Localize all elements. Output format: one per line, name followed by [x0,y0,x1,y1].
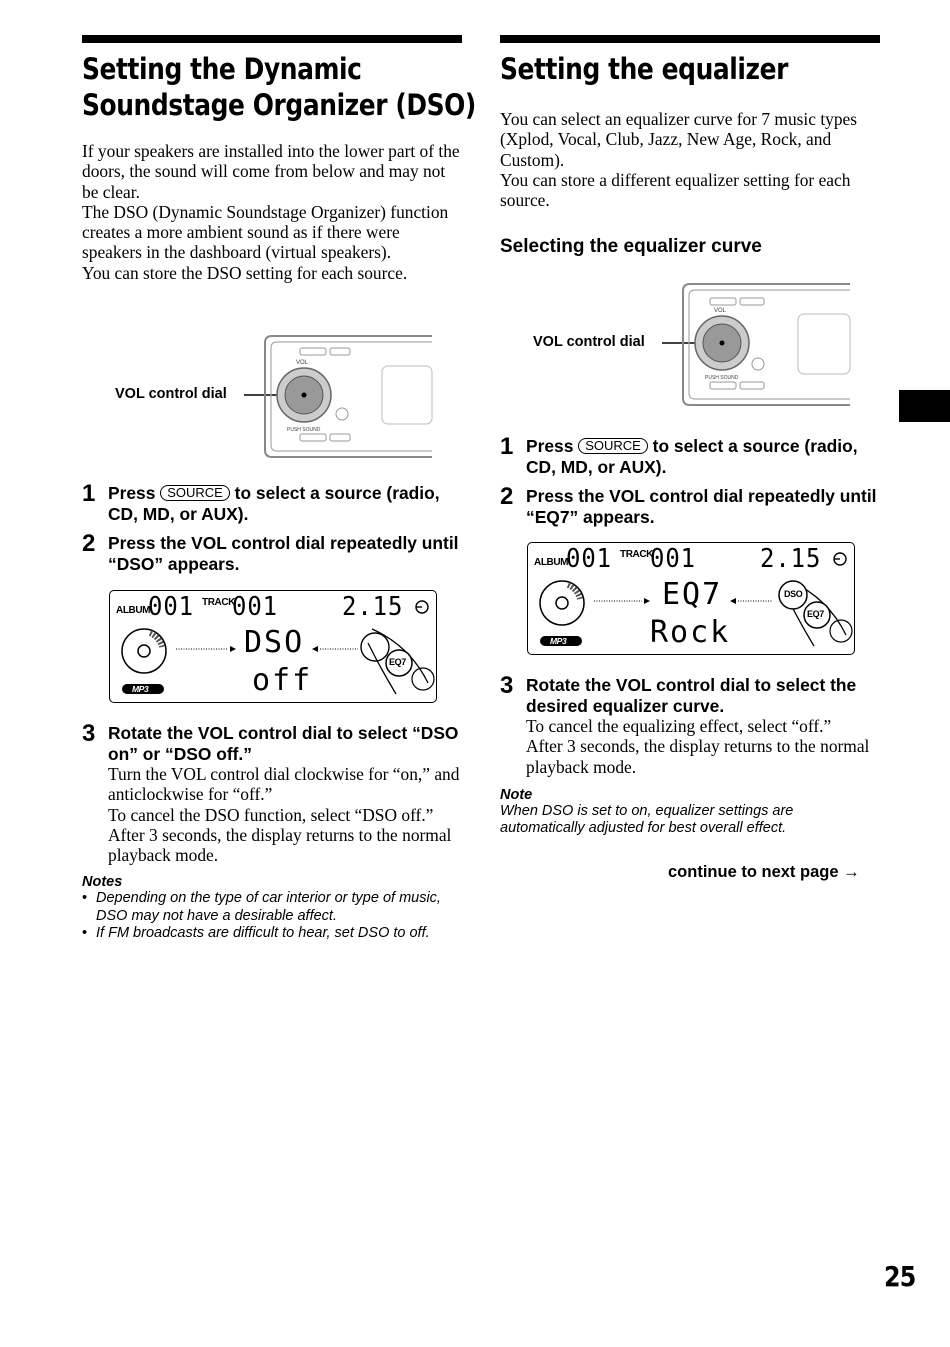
eq-step-2: 2 Press the VOL control dial repeatedly until “EQ7” appears. [500,483,877,527]
edge-index-tab [899,390,950,422]
dso-unit-illustration [82,330,442,460]
push-sound-text: PUSH SOUND [287,427,321,433]
equalizer-section [500,35,880,258]
time-readout: 2.15 [342,592,404,622]
track-label: TRACK [620,549,653,560]
mp3-badge: MP3 [550,636,567,646]
eq-step-3: 3 Rotate the VOL control dial to select the desired equalizer curve. To cancel the equalizing effect, select “off.” After 3 seconds, the display returns to the normal playback mode. [500,675,880,777]
eq-intro-p2: You can store a different equalizer setting for each source. [500,169,851,211]
source-button: SOURCE [578,438,648,454]
album-label: ALBUM [534,557,569,568]
dso-intro-p3: You can store the DSO setting for each source. [82,262,408,283]
eq-note [500,787,880,838]
step-body: Turn the VOL control dial clockwise for “on,” and anticlockwise for “off.” [108,764,460,805]
album-number: 001 [566,544,612,574]
source-button: SOURCE [160,485,230,501]
display-graphics [110,591,436,702]
display-line2: off [252,663,313,698]
dso-step-1: 1 Press SOURCE to select a source (radio, CD, MD, or AUX). [82,480,440,524]
section-rule [500,35,880,43]
equalizer-intro [500,109,880,210]
note-item: • Depending on the type of car interior or type of music, DSO may not have a desirable affect. [82,890,462,925]
eq-dial-label: VOL control dial [533,334,645,350]
eq-unit-illustration [500,278,860,408]
step-number: 1 [500,433,514,460]
step-number: 2 [500,483,514,510]
display-line1: DSO [244,625,305,660]
note-item: • If FM broadcasts are difficult to hear, set DSO to off. [82,925,462,943]
dso-section [82,35,476,283]
step-number: 3 [500,672,514,699]
dso-notes [82,874,462,943]
display-line1: EQ7 [662,577,723,612]
dso-intro-p2: The DSO (Dynamic Soundstage Organizer) function creates a more ambient sound as if there were speakers in the dashboard (virtual speakers). [82,201,449,263]
equalizer-title: Setting the equalizer [500,52,788,86]
time-readout: 2.15 [760,544,822,574]
eq-subheading: Selecting the equalizer curve [500,236,762,258]
dso-step-3-block [82,720,462,943]
mp3-badge: MP3 [132,684,149,694]
track-number: 001 [650,544,696,574]
page-number: 25 [884,1260,916,1293]
dso-title: Setting the Dynamic Soundstage Organizer (DSO) [82,52,476,122]
vol-text: VOL [714,308,727,314]
step-number: 1 [82,480,96,507]
album-number: 001 [148,592,194,622]
eq7-badge: EQ7 [389,657,406,667]
album-label: ALBUM [116,605,151,616]
eq-display [527,542,855,655]
display-graphics [528,543,854,654]
eq-step-3-block [500,672,880,838]
step-body: After 3 seconds, the display returns to the normal playback mode. [108,824,452,866]
step-body: To cancel the equalizing effect, select “off.” [526,716,832,736]
note-heading: Note [500,786,533,803]
eq-step-1: 1 Press SOURCE to select a source (radio, CD, MD, or AUX). [500,433,858,477]
note-text: When DSO is set to on, equalizer settings are automatically adjusted for best overall effect. [500,802,794,837]
notes-heading: Notes [82,874,123,891]
step-number: 2 [82,530,96,557]
dso-steps [82,480,462,574]
display-line2: Rock [650,615,731,650]
step-body: To cancel the DSO function, select “DSO off.” [108,804,434,825]
step-body: After 3 seconds, the display returns to the normal playback mode. [526,736,870,777]
dso-intro [82,141,462,283]
eq-intro-p1: You can select an equalizer curve for 7 music types (Xplod, Vocal, Club, Jazz, New Age, Rock, and Custom). [500,109,858,170]
dso-step-3: 3 Rotate the VOL control dial to select “DSO on” or “DSO off.” Turn the VOL control dial clockwise for “on,” and anticlockwise for “off.” To cancel the DSO function, select “DSO off.” After 3 seconds, the display returns to the normal playback mode. [82,723,462,865]
track-number: 001 [232,592,278,622]
eq-steps [500,433,880,527]
dso-badge: DSO [784,589,803,599]
dso-intro-p1: If your speakers are installed into the lower part of the doors, the sound will come from below and may not be clear. [82,141,460,202]
step-number: 3 [82,720,96,747]
dso-step-2: 2 Press the VOL control dial repeatedly until “DSO” appears. [82,530,459,574]
track-label: TRACK [202,597,235,608]
vol-text: VOL [296,360,309,366]
continue-to-next-page: continue to next page → [668,863,860,881]
eq7-badge: EQ7 [807,609,824,619]
dso-display [109,590,437,703]
car-unit-drawing [82,330,442,460]
section-rule [82,35,462,43]
dso-dial-label: VOL control dial [115,386,227,402]
push-sound-text: PUSH SOUND [705,375,739,381]
car-unit-drawing [500,278,860,408]
